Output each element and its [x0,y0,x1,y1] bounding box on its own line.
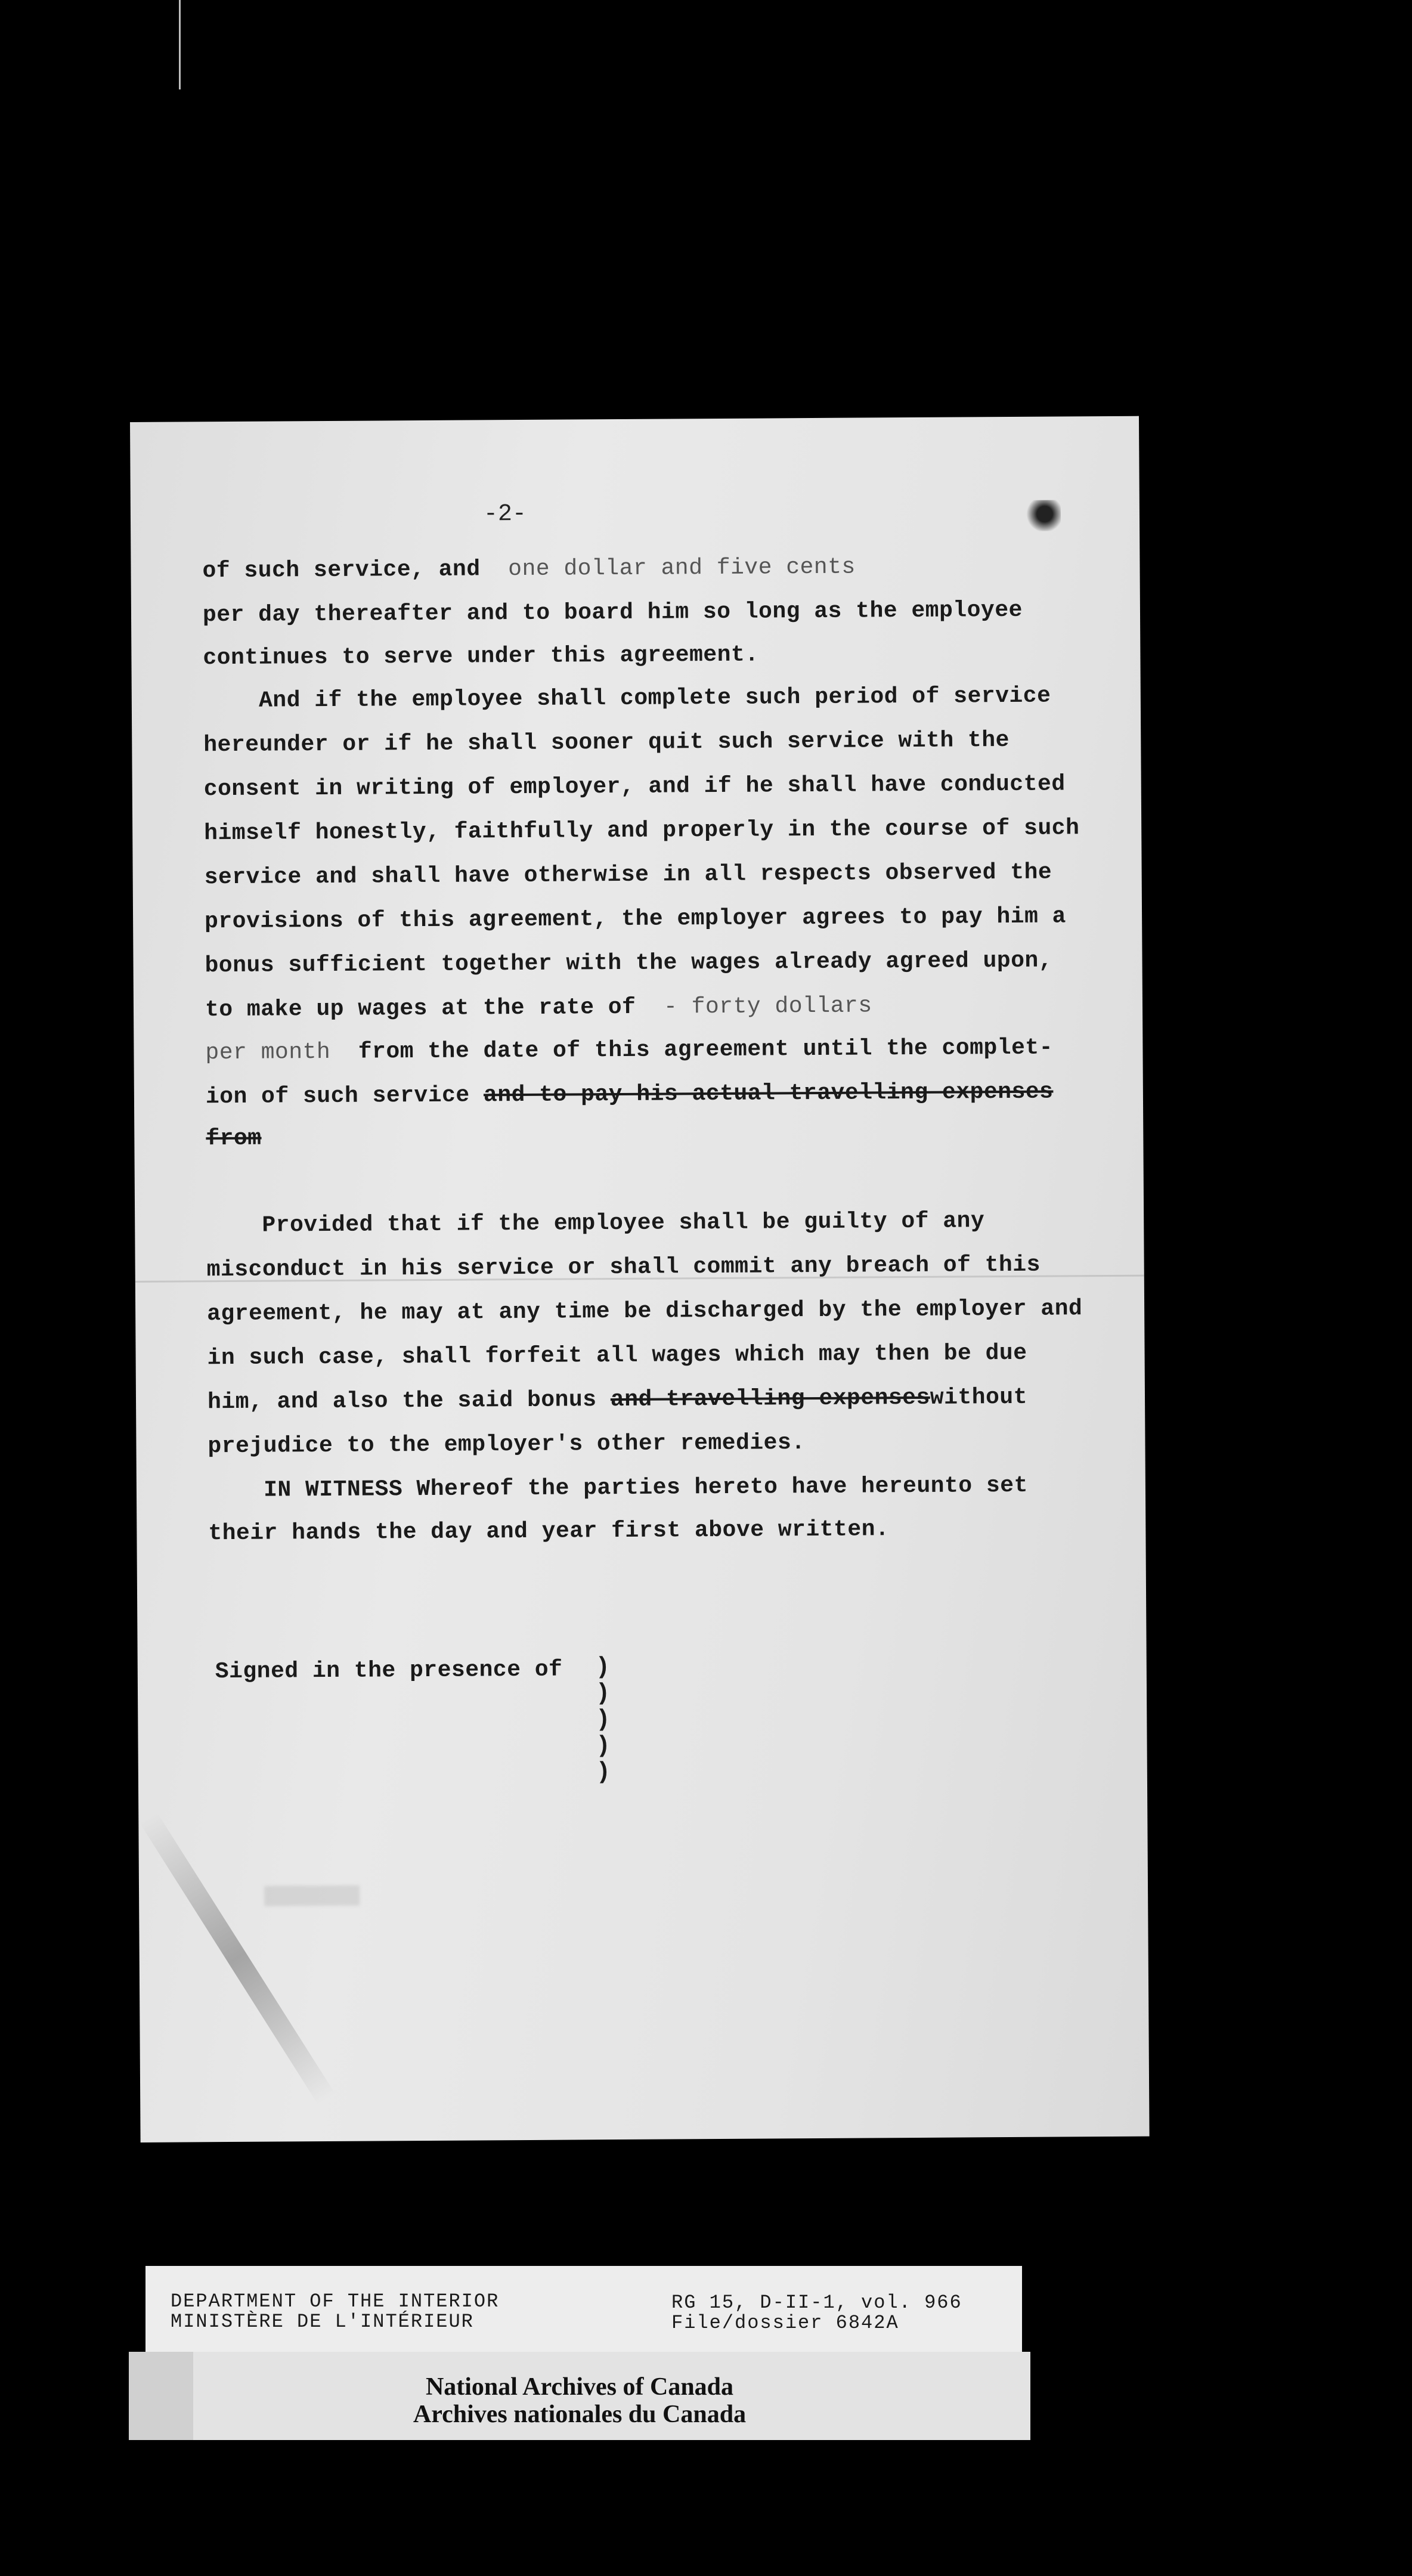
document-page [130,416,1150,2142]
record-reference: RG 15, D-II-1, vol. 966 [671,2292,962,2314]
text-line [207,1298,1082,1326]
text-line [207,1342,1027,1370]
line-text: ion of such service [205,1082,484,1110]
text-line [208,1518,889,1545]
line-text: him, and also the said bonus [207,1387,611,1416]
text-line [203,599,1023,627]
text-line [205,995,872,1021]
archives-label [129,2352,1030,2440]
line-text: to make up wages at the rate of [205,994,664,1023]
text-line [202,556,855,583]
text-line [203,729,1010,757]
text-line [204,817,1079,845]
line-text: per day thereafter and to board him so long as the employee [202,597,1023,628]
text-line [207,1254,1041,1282]
text-line [206,1081,1054,1109]
text-line [208,1386,1027,1414]
agreement-text [130,416,1139,1685]
line-text: consent in writing of employer, and if he shall have conducted [203,771,1066,803]
line-text: bonus sufficient together with the wages already agreed upon, [205,948,1053,979]
line-text: Provided that if the employee shall be guilty of any [206,1208,985,1239]
bracket-mark: ) [596,1733,611,1760]
bracket-mark: ) [595,1680,611,1708]
text-line [206,1125,262,1152]
line-text: IN WITNESS Whereof the parties hereto have hereunto set [208,1472,1028,1504]
struck-out-text: and travelling expenses [610,1385,930,1413]
text-line [203,644,758,670]
struck-out-text: from [206,1125,262,1152]
text-line [205,1037,1053,1065]
line-text: of such service, and [202,556,509,584]
archives-name-fr: Archives nationales du Canada [413,2401,747,2428]
text-line [215,1659,563,1684]
text-line [206,1210,984,1237]
line-text: prejudice to the employer's other remedies. [208,1430,806,1460]
line-text: agreement, he may at any time be discharged by the employer and [207,1296,1083,1327]
text-line [208,1432,805,1458]
line-text: himself honestly, faithfully and properly in the course of such [204,815,1080,847]
text-line [204,773,1066,801]
line-text: without [930,1384,1028,1411]
text-line [204,859,1052,891]
line-text: hereunder or if he shall sooner quit such service with the [203,727,1010,758]
line-text: service and shall have otherwise in all respects observed the [204,859,1052,891]
line-text: And if the employee shall complete such period of service [203,683,1051,714]
ink-blot [1025,500,1061,531]
department-en: DEPARTMENT OF THE INTERIOR [171,2290,500,2312]
file-reference: File/dossier 6842A [671,2312,899,2334]
line-text: in such case, shall forfeit all wages which may then be due [207,1340,1027,1371]
filled-in-text: - forty dollars [663,993,872,1020]
bracket-mark: ) [596,1759,611,1787]
filled-in-text: per month [205,1039,358,1066]
signature-brackets [596,1656,614,1788]
faint-mark [264,1885,360,1906]
line-text: from the date of this agreement until the complet- [358,1035,1054,1065]
filled-in-text: one dollar and five cents [508,554,856,583]
text-line [208,1472,1028,1504]
text-line [205,950,1052,978]
bracket-mark: ) [596,1707,611,1734]
bracket-mark: ) [595,1654,610,1682]
page-number: -2- [483,500,527,528]
archives-name-en: National Archives of Canada [425,2373,734,2401]
line-text: their hands the day and year first above written. [208,1516,890,1547]
film-edge-line [179,0,181,89]
department-label [145,2266,1022,2354]
text-line [205,905,1066,933]
department-fr: MINISTÈRE DE L'INTÉRIEUR [171,2311,474,2333]
line-text: misconduct in his service or shall commit any breach of this [206,1252,1041,1283]
line-text: provisions of this agreement, the employer agrees to pay him a [204,903,1067,935]
struck-out-text: and to pay his actual travelling expenses [483,1079,1054,1109]
line-text: continues to serve under this agreement. [203,642,759,671]
scan-streak [140,1812,335,2104]
line-text: Signed in the presence of [215,1657,563,1685]
text-line [203,685,1051,713]
